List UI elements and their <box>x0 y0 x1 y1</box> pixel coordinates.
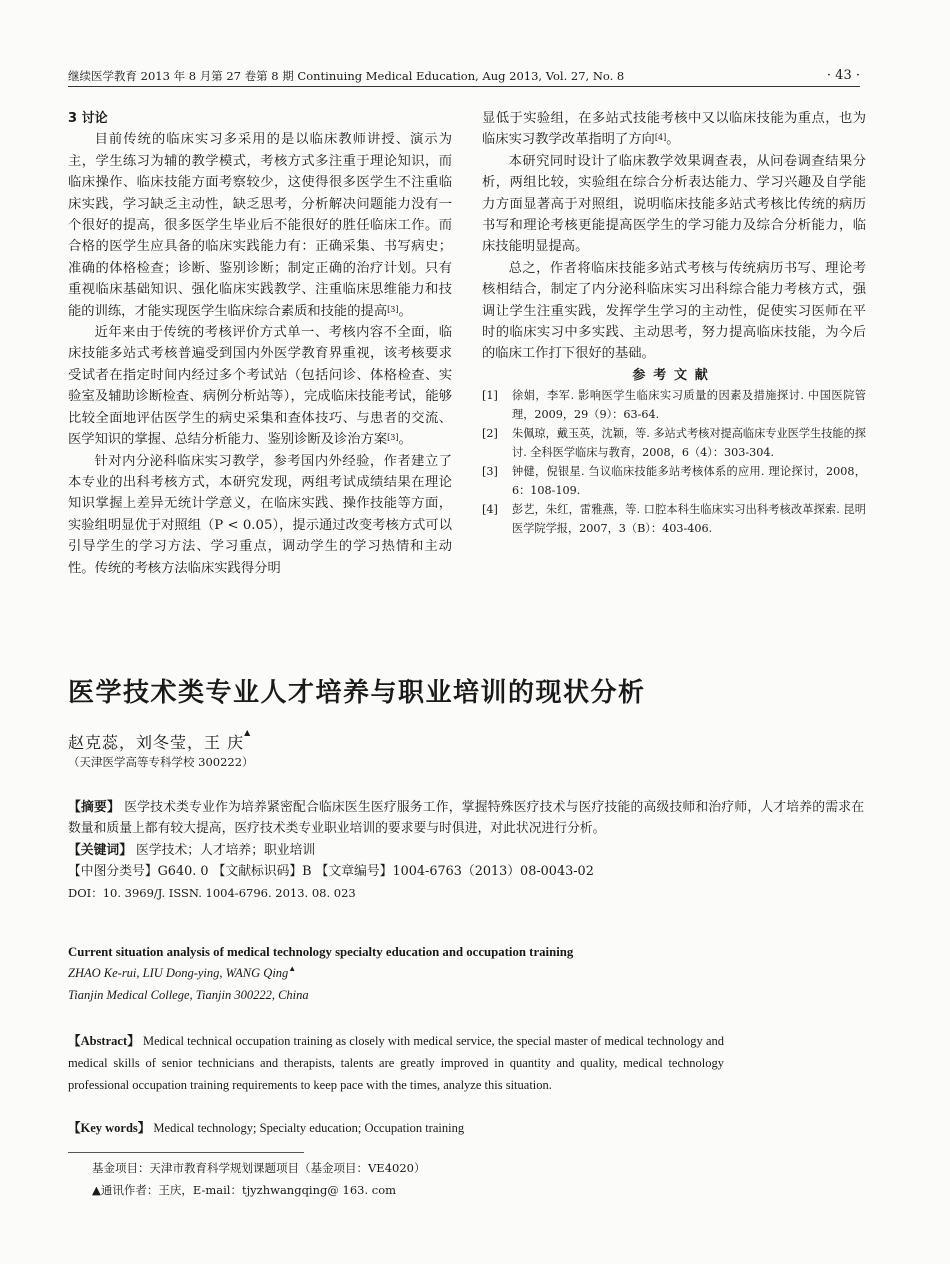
article-authors: 赵克蕊，刘冬莹，王 庆▲ <box>68 728 252 752</box>
header-rule <box>68 86 860 87</box>
page-number: · 43 · <box>826 68 860 83</box>
english-title: Current situation analysis of medical technology specialty education and occupation training <box>68 945 574 959</box>
reference-item: [1] 徐娟，李军. 影响医学生临床实习质量的因素及措施探讨. 中国医院管理，2009，29（9）：63-64. <box>482 389 866 422</box>
journal-info: 继续医学教育 2013 年 8 月第 27 卷第 8 期 Continuing Medical Education, Aug 2013, Vol. 27, No. 8 <box>68 69 625 83</box>
article-title: 医学技术类专业人才培养与职业培训的现状分析 <box>68 678 646 708</box>
discussion-paragraph: 近年来由于传统的考核评价方式单一、考核内容不全面，临床技能多站式考核普遍受到国内外医学教育界重视，该考核要求受试者在指定时间内经过多个考试站（包括问诊、体格检查、实验室及辅助诊断检查、病例分析站等），完成临床技能考试，能够比较全面地评估医学生的病史采集和查体技巧、与患者的交流、医学知识的掌握、总结分析能力、鉴别诊断及诊治方案[3]。 <box>68 325 452 448</box>
english-affiliation: Tianjin Medical College, Tianjin 300222, China <box>68 988 309 1002</box>
chinese-abstract: 【摘要】 医学技术类专业作为培养紧密配合临床医生医疗服务工作，掌握特殊医疗技术与医疗技能的高级技师和治疗师，人才培养的需求在数量和质量上都有较大提高，医疗技术类专业职业培训的要求要与时俱进，对此状况进行分析。 <box>68 800 864 837</box>
author-mark: ▲ <box>244 728 252 737</box>
footnote-rule <box>68 1152 304 1153</box>
author-mark: ▲ <box>288 964 297 973</box>
english-keywords: 【Key words】 Medical technology; Specialty education; Occupation training <box>68 1121 465 1135</box>
discussion-paragraph: 本研究同时设计了临床教学效果调查表，从问卷调查结果分析，两组比较，实验组在综合分析表达能力、学习兴趣及自学能力方面显著高于对照组，说明临床技能多站式考核比传统的病历书写和理论考核更能提高医学生的学习能力及综合分析能力，临床技能明显提高。 <box>482 153 866 255</box>
reference-item: [3] 钟健，倪银星. 刍议临床技能多站考核体系的应用. 理论探讨，2008，6：108-109. <box>482 465 866 498</box>
english-authors: ZHAO Ke-rui, LIU Dong-ying, WANG Qing▲ <box>68 964 297 980</box>
citation: [4] <box>654 133 667 143</box>
doi-line: DOI：10. 3969/J. ISSN. 1004-6796. 2013. 08. 023 <box>68 885 356 900</box>
reference-item: [2] 朱佩琼，戴玉英，沈颖，等. 多站式考核对提高临床专业医学生技能的探讨. 全科医学临床与教育，2008，6（4）：303-304. <box>482 427 866 460</box>
english-abstract: 【Abstract】 Medical technical occupation training as closely with medical service, the special master of medical technology and medical skills of senior technicians and therapists, talents are greatly improved in quantity and quality, medical technology professional occupation training requirements to keep pace with the times, analyze this situation. <box>68 1034 725 1093</box>
corresponding-author-footnote: ▲通讯作者：王庆，E-mail：tjyzhwangqing@ 163. com <box>92 1183 397 1197</box>
left-column <box>68 108 452 579</box>
right-column <box>482 108 866 538</box>
article-affiliation: （天津医学高等专科学校 300222） <box>68 755 254 769</box>
discussion-paragraph: 总之，作者将临床技能多站式考核与传统病历书写、理论考核相结合，制定了内分泌科临床实习出科综合能力考核方式，强调让学生注重实践，发挥学生学习的主动性，促使实习医师在平时的临床实习中多实践、主动思考，努力提高临床技能，为今后的临床工作打下很好的基础。 <box>482 260 866 362</box>
chinese-abstract-block <box>68 797 864 904</box>
citation: [3] <box>387 304 399 314</box>
references-heading: 参考文献 <box>632 367 716 383</box>
reference-item: [4] 彭艺，朱红，雷雅燕，等. 口腔本科生临床实习出科考核改革探索. 昆明医学院学报，2007，3（B）：403-406. <box>482 503 866 536</box>
fund-footnote: 基金项目：天津市教育科学规划课题项目（基金项目：VE4020） <box>92 1161 426 1175</box>
discussion-paragraph: 针对内分泌科临床实习教学，参考国内外经验，作者建立了本专业的出科考核方式，本研究发现，两组考试成绩结果在理论知识掌握上差异无统计学意义，在临床实践、操作技能等方面，实验组明显优于对照组（P < 0.05），提示通过改变考核方式可以引导学生的学习方法、学习重点，调动学生的学习热情和主动性。传统的考核方法临床实践得分明 <box>68 453 452 576</box>
continued-paragraph: 显低于实验组，在多站式技能考核中又以临床技能为重点，也为临床实习教学改革指明了方向[4]。 <box>482 111 866 148</box>
section-heading: 3 讨论 <box>68 111 108 126</box>
discussion-paragraph: 目前传统的临床实习多采用的是以临床教师讲授、演示为主，学生练习为辅的教学模式，考核方式多注重于理论知识，而临床操作、临床技能方面考察较少，这使得很多医学生不注重临床实践，学习缺乏主动性，缺乏思考，分析解决问题能力没有一个很好的提高，很多医学生毕业后不能很好的胜任临床工作。而合格的医学生应具备的临床实践能力有：正确采集、书写病史；准确的体格检查；诊断、鉴别诊断；制定正确的治疗计划。只有重视临床基础知识、强化临床实践教学、注重临床思维能力和技能的训练，才能实现医学生临床综合素质和技能的提高[3]。 <box>68 132 452 319</box>
classification-line: 【中图分类号】G640. 0 【文献标识码】B 【文章编号】1004-6763（2013）08-0043-02 <box>68 864 594 880</box>
reference-list <box>482 386 866 538</box>
chinese-keywords: 【关键词】 医学技术；人才培养；职业培训 <box>68 842 316 858</box>
citation: [3] <box>387 433 399 443</box>
